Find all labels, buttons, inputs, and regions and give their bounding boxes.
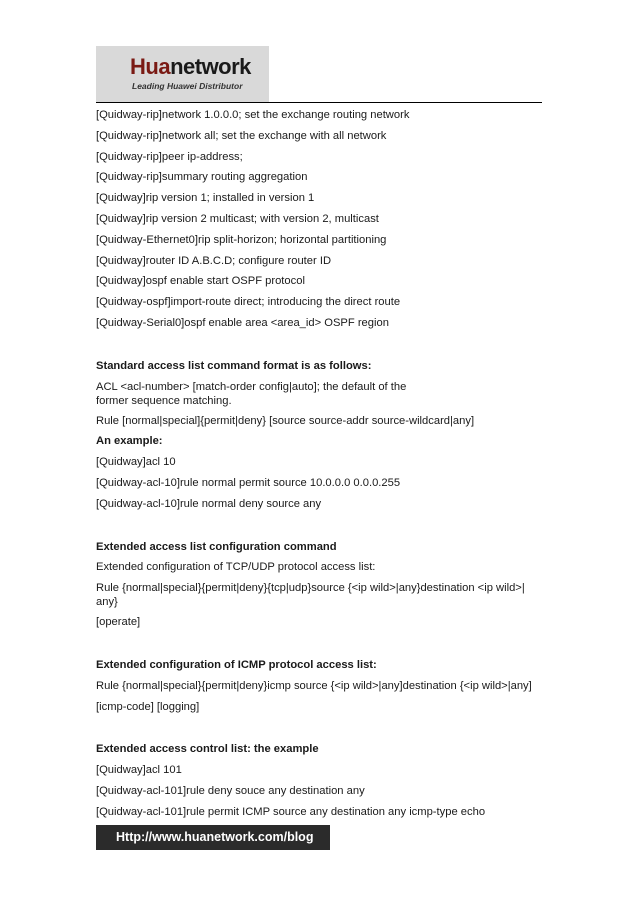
text-line: [Quidway-rip]network 1.0.0.0; set the exchange routing network xyxy=(96,109,410,121)
section-heading: Extended access control list: the example xyxy=(96,743,319,756)
text-line: [Quidway]rip version 1; installed in version 1 xyxy=(96,192,315,205)
paragraph-gap xyxy=(96,717,546,739)
section-heading: Standard access list command format is as follows: xyxy=(96,359,372,372)
text-line: [Quidway-acl-10]rule normal permit source 10.0.0.0 0.0.0.255 xyxy=(96,476,401,489)
brand-tagline: Leading Huawei Distributor xyxy=(132,81,243,91)
paragraph-gap xyxy=(96,334,546,356)
text-line: [Quidway]acl 10 xyxy=(96,456,176,469)
text-line: [Quidway-rip]summary routing aggregation xyxy=(96,171,308,184)
header-divider xyxy=(96,102,542,103)
text-line: [Quidway-acl-101]rule permit ICMP source any destination any icmp-type echo xyxy=(96,805,486,818)
text-line: Rule [normal|special]{permit|deny} [source source-addr source-wildcard|any] xyxy=(96,414,475,427)
text-line: [Quidway]ospf enable start OSPF protocol xyxy=(96,275,305,288)
text-line: [Quidway]acl 101 xyxy=(96,764,182,777)
section-heading: An example: xyxy=(96,435,163,448)
text-line: [operate] xyxy=(96,616,141,629)
brand-logo xyxy=(96,46,269,102)
text-line: [Quidway-rip]network all; set the exchange with all network xyxy=(96,129,387,142)
footer-url-banner: Http://www.huanetwork.com/blog xyxy=(96,825,330,850)
text-line: [Quidway-acl-101]rule deny souce any destination any xyxy=(96,784,365,797)
text-paragraph: ACL <acl-number> [match-order config|auto]; the default of the former sequence matching. xyxy=(96,380,407,407)
text-line: Rule {normal|special}{permit|deny}icmp source {<ip wild>|any]destination {<ip wild>|any] xyxy=(96,679,532,692)
text-line: [Quidway-rip]peer ip-address; xyxy=(96,150,243,163)
text-line: [Quidway-ospf]import-route direct; introducing the direct route xyxy=(96,296,401,309)
document-body xyxy=(96,105,546,823)
text-line: [Quidway-Serial0]ospf enable area <area_id> OSPF region xyxy=(96,316,389,329)
section-heading: Extended configuration of ICMP protocol access list: xyxy=(96,658,377,671)
text-line: [Quidway-Ethernet0]rip split-horizon; horizontal partitioning xyxy=(96,233,387,246)
section-heading: Extended access list configuration command xyxy=(96,540,337,553)
text-line: [Quidway]rip version 2 multicast; with version 2, multicast xyxy=(96,212,379,225)
text-line: [Quidway]router ID A.B.C.D; configure router ID xyxy=(96,254,332,267)
paragraph-gap xyxy=(96,515,546,537)
brand-wordmark: Huanetwork xyxy=(130,54,251,79)
text-paragraph: Rule {normal|special}{permit|deny}{tcp|udp}source {<ip wild>|any}destination <ip wild>| any} xyxy=(96,582,525,609)
paragraph-gap xyxy=(96,633,546,655)
text-line: [Quidway-acl-10]rule normal deny source any xyxy=(96,497,322,510)
text-line: [icmp-code] [logging] xyxy=(96,700,200,713)
text-line: Extended configuration of TCP/UDP protocol access list: xyxy=(96,561,376,574)
